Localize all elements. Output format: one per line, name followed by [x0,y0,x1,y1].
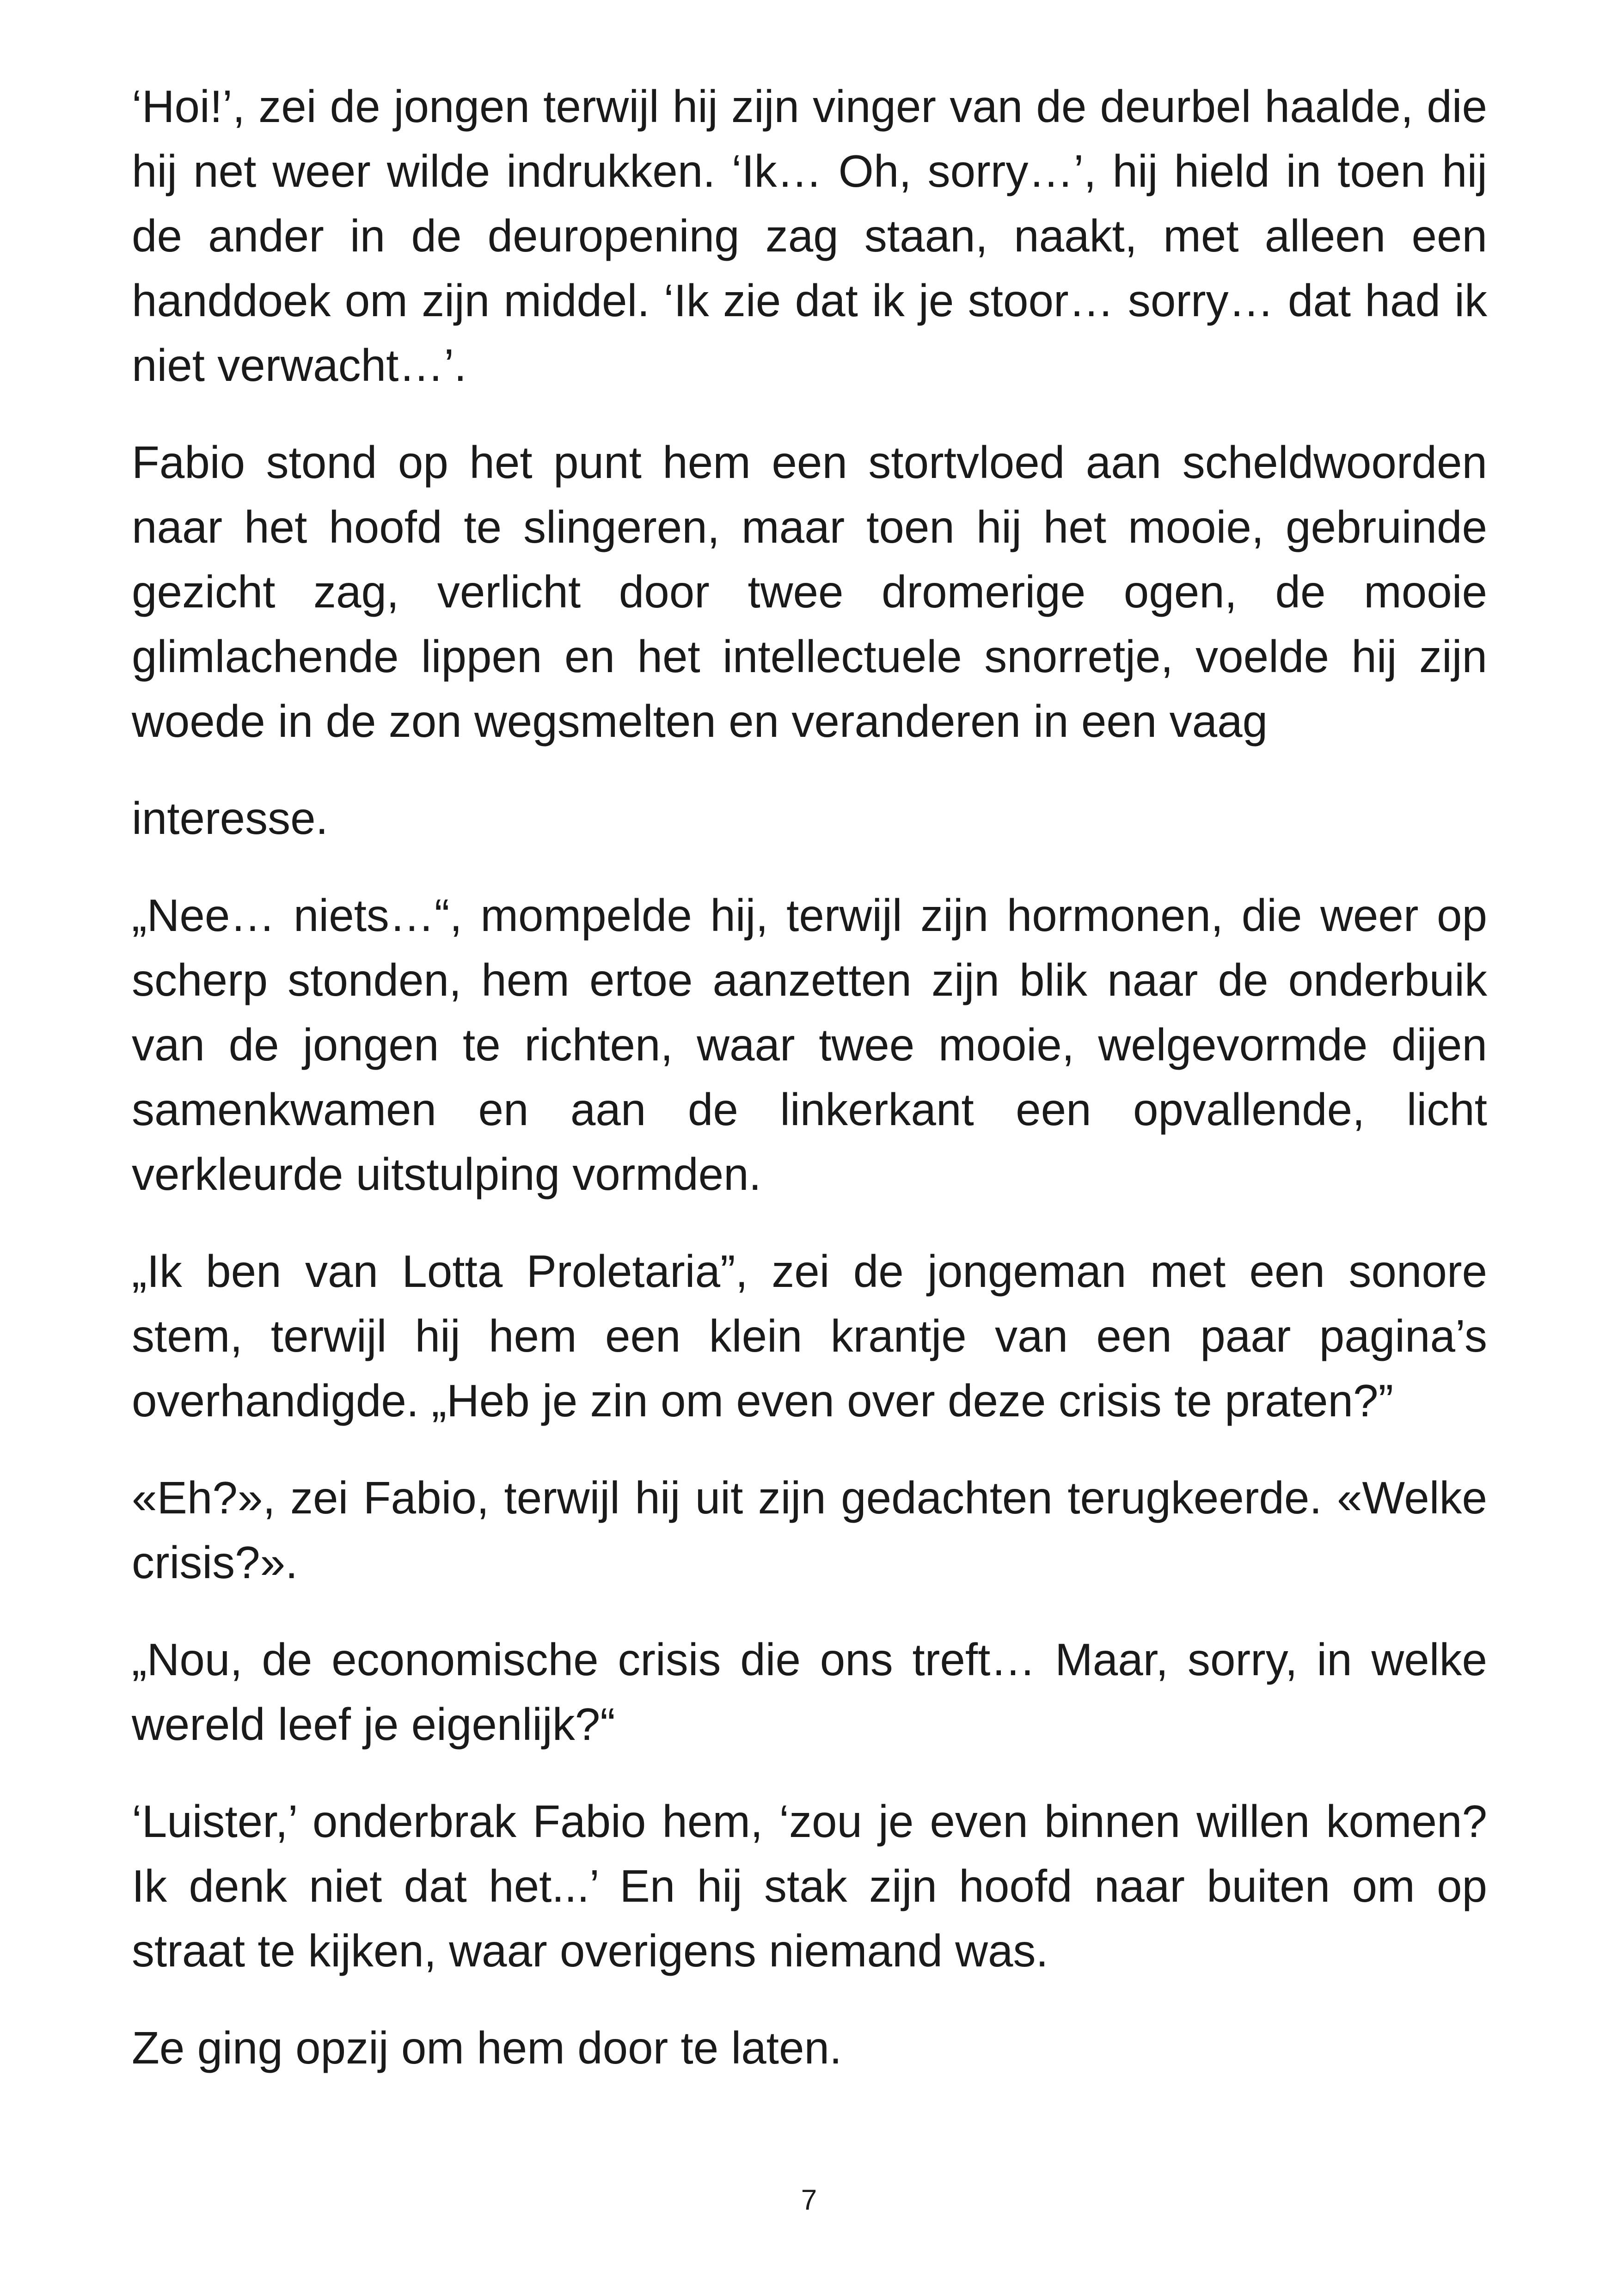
paragraph: «Eh?», zei Fabio, terwijl hij uit zijn gedachten terugkeerde. «Welke crisis?». [132,1472,1487,1588]
paragraph: „Nee… niets…“, mompelde hij, terwijl zijn hormonen, die weer op scherp stonden, hem ertoe aanzetten zijn blik naar de onderbuik van de jongen te richten, waar twee mooie, welgevormde dijen samenkwamen en aan de linkerkant een opvallende, licht verkleurde uitstulping vormden. [132,890,1487,1200]
page-number: 7 [801,2184,817,2216]
paragraph: Fabio stond op het punt hem een stortvloed aan scheldwoorden naar het hoofd te slingeren, maar toen hij het mooie, gebruinde gezicht zag, verlicht door twee dromerige ogen, de mooie glimlachende lippen en het intellectuele snorretje, voelde hij zijn woede in de zon wegsmelten en veranderen in een vaag [132,437,1487,747]
paragraph: Ze ging opzij om hem door te laten. [132,2022,842,2073]
paragraph: ‘Hoi!’, zei de jongen terwijl hij zijn vinger van de deurbel haalde, die hij net weer wilde indrukken. ‘Ik… Oh, sorry…’, hij hield in toen hij de ander in de deuropening zag staan, naakt, met alleen een handdoek om zijn middel. ‘Ik zie dat ik je stoor… sorry… dat had ik niet verwacht…’. [132,81,1487,391]
paragraph: „Ik ben van Lotta Proletaria”, zei de jongeman met een sonore stem, terwijl hij hem een klein krantje van een paar pagina’s overhandigde. „Heb je zin om even over deze crisis te praten?” [132,1246,1487,1426]
paragraph: ‘Luister,’ onderbrak Fabio hem, ‘zou je even binnen willen komen? Ik denk niet dat het...’ En hij stak zijn hoofd naar buiten om op straat te kijken, waar overigens niemand was. [132,1796,1487,1976]
paragraph: „Nou, de economische crisis die ons treft… Maar, sorry, in welke wereld leef je eigenlijk?“ [132,1634,1487,1750]
paragraph: interesse. [132,793,328,844]
body-text [132,74,1487,2112]
